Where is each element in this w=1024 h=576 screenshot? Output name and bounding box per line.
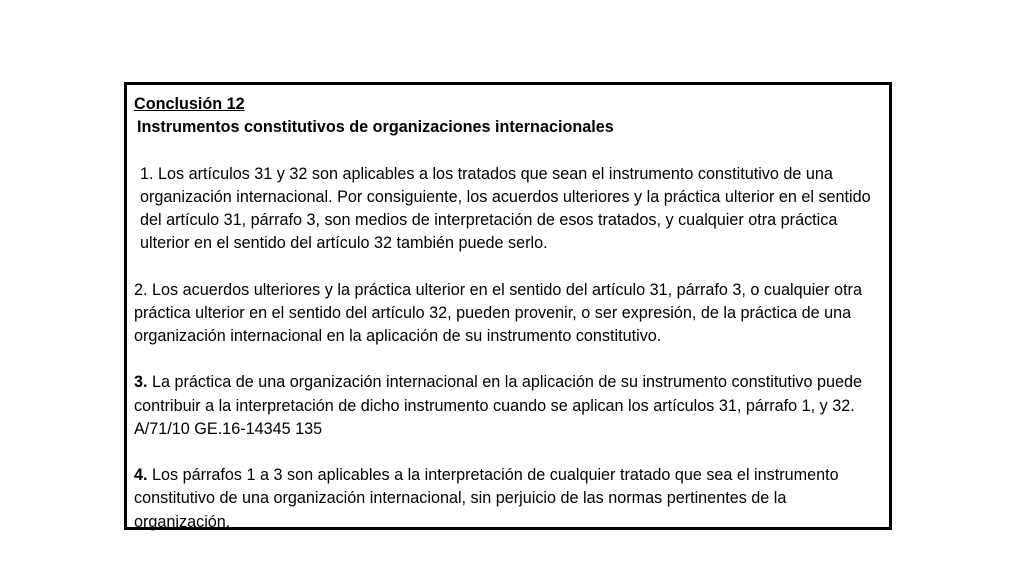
spacer <box>134 139 881 162</box>
paragraph-2-text: Los acuerdos ulteriores y la práctica ulterior en el sentido del artículo 31, párrafo 3, o cualquier otra práctica ulterior en el sentido del artículo 32, pueden provenir, o ser expresión, de la práctica de una organización internacional en la aplicación de su instrumento constitutivo. <box>134 280 862 345</box>
paragraph-4-text: Los párrafos 1 a 3 son aplicables a la interpretación de cualquier tratado que sea el instrumento constitutivo de una organización internacional, sin perjuicio de las normas pertinentes de la organización. <box>134 466 839 531</box>
paragraph-3-text: La práctica de una organización internacional en la aplicación de su instrumento constitutivo puede contribuir a la interpretación de dicho instrumento cuando se aplican los artículos 31, párrafo 1, y 32. A/71/10 GE.16-14345 135 <box>134 373 863 438</box>
spacer <box>134 348 881 371</box>
spacer <box>134 255 881 278</box>
paragraph-2-number: 2. <box>134 280 148 299</box>
paragraph-1-number: 1. <box>140 164 154 183</box>
spacer <box>134 441 881 464</box>
paragraph-4 <box>134 464 881 534</box>
conclusion-title: Conclusión 12 <box>134 95 245 113</box>
conclusion-subtitle: Instrumentos constitutivos de organizaciones internacionales <box>137 118 614 137</box>
paragraph-3-number: 3. <box>134 373 148 392</box>
paragraph-4-number: 4. <box>134 466 148 485</box>
paragraph-1-text: Los artículos 31 y 32 son aplicables a los tratados que sean el instrumento constitutivo de una organización internacional. Por consiguiente, los acuerdos ulteriores y la práctica ulterior en el sentido del artículo 31, párrafo 3, son medios de interpretación de esos tratados, y cualquier otra práctica ulterior en el sentido del artículo 32 también puede serlo. <box>140 164 871 253</box>
paragraph-3 <box>134 371 881 441</box>
conclusion-text-box <box>124 82 892 530</box>
paragraph-1 <box>134 163 881 256</box>
paragraph-2 <box>134 279 881 349</box>
